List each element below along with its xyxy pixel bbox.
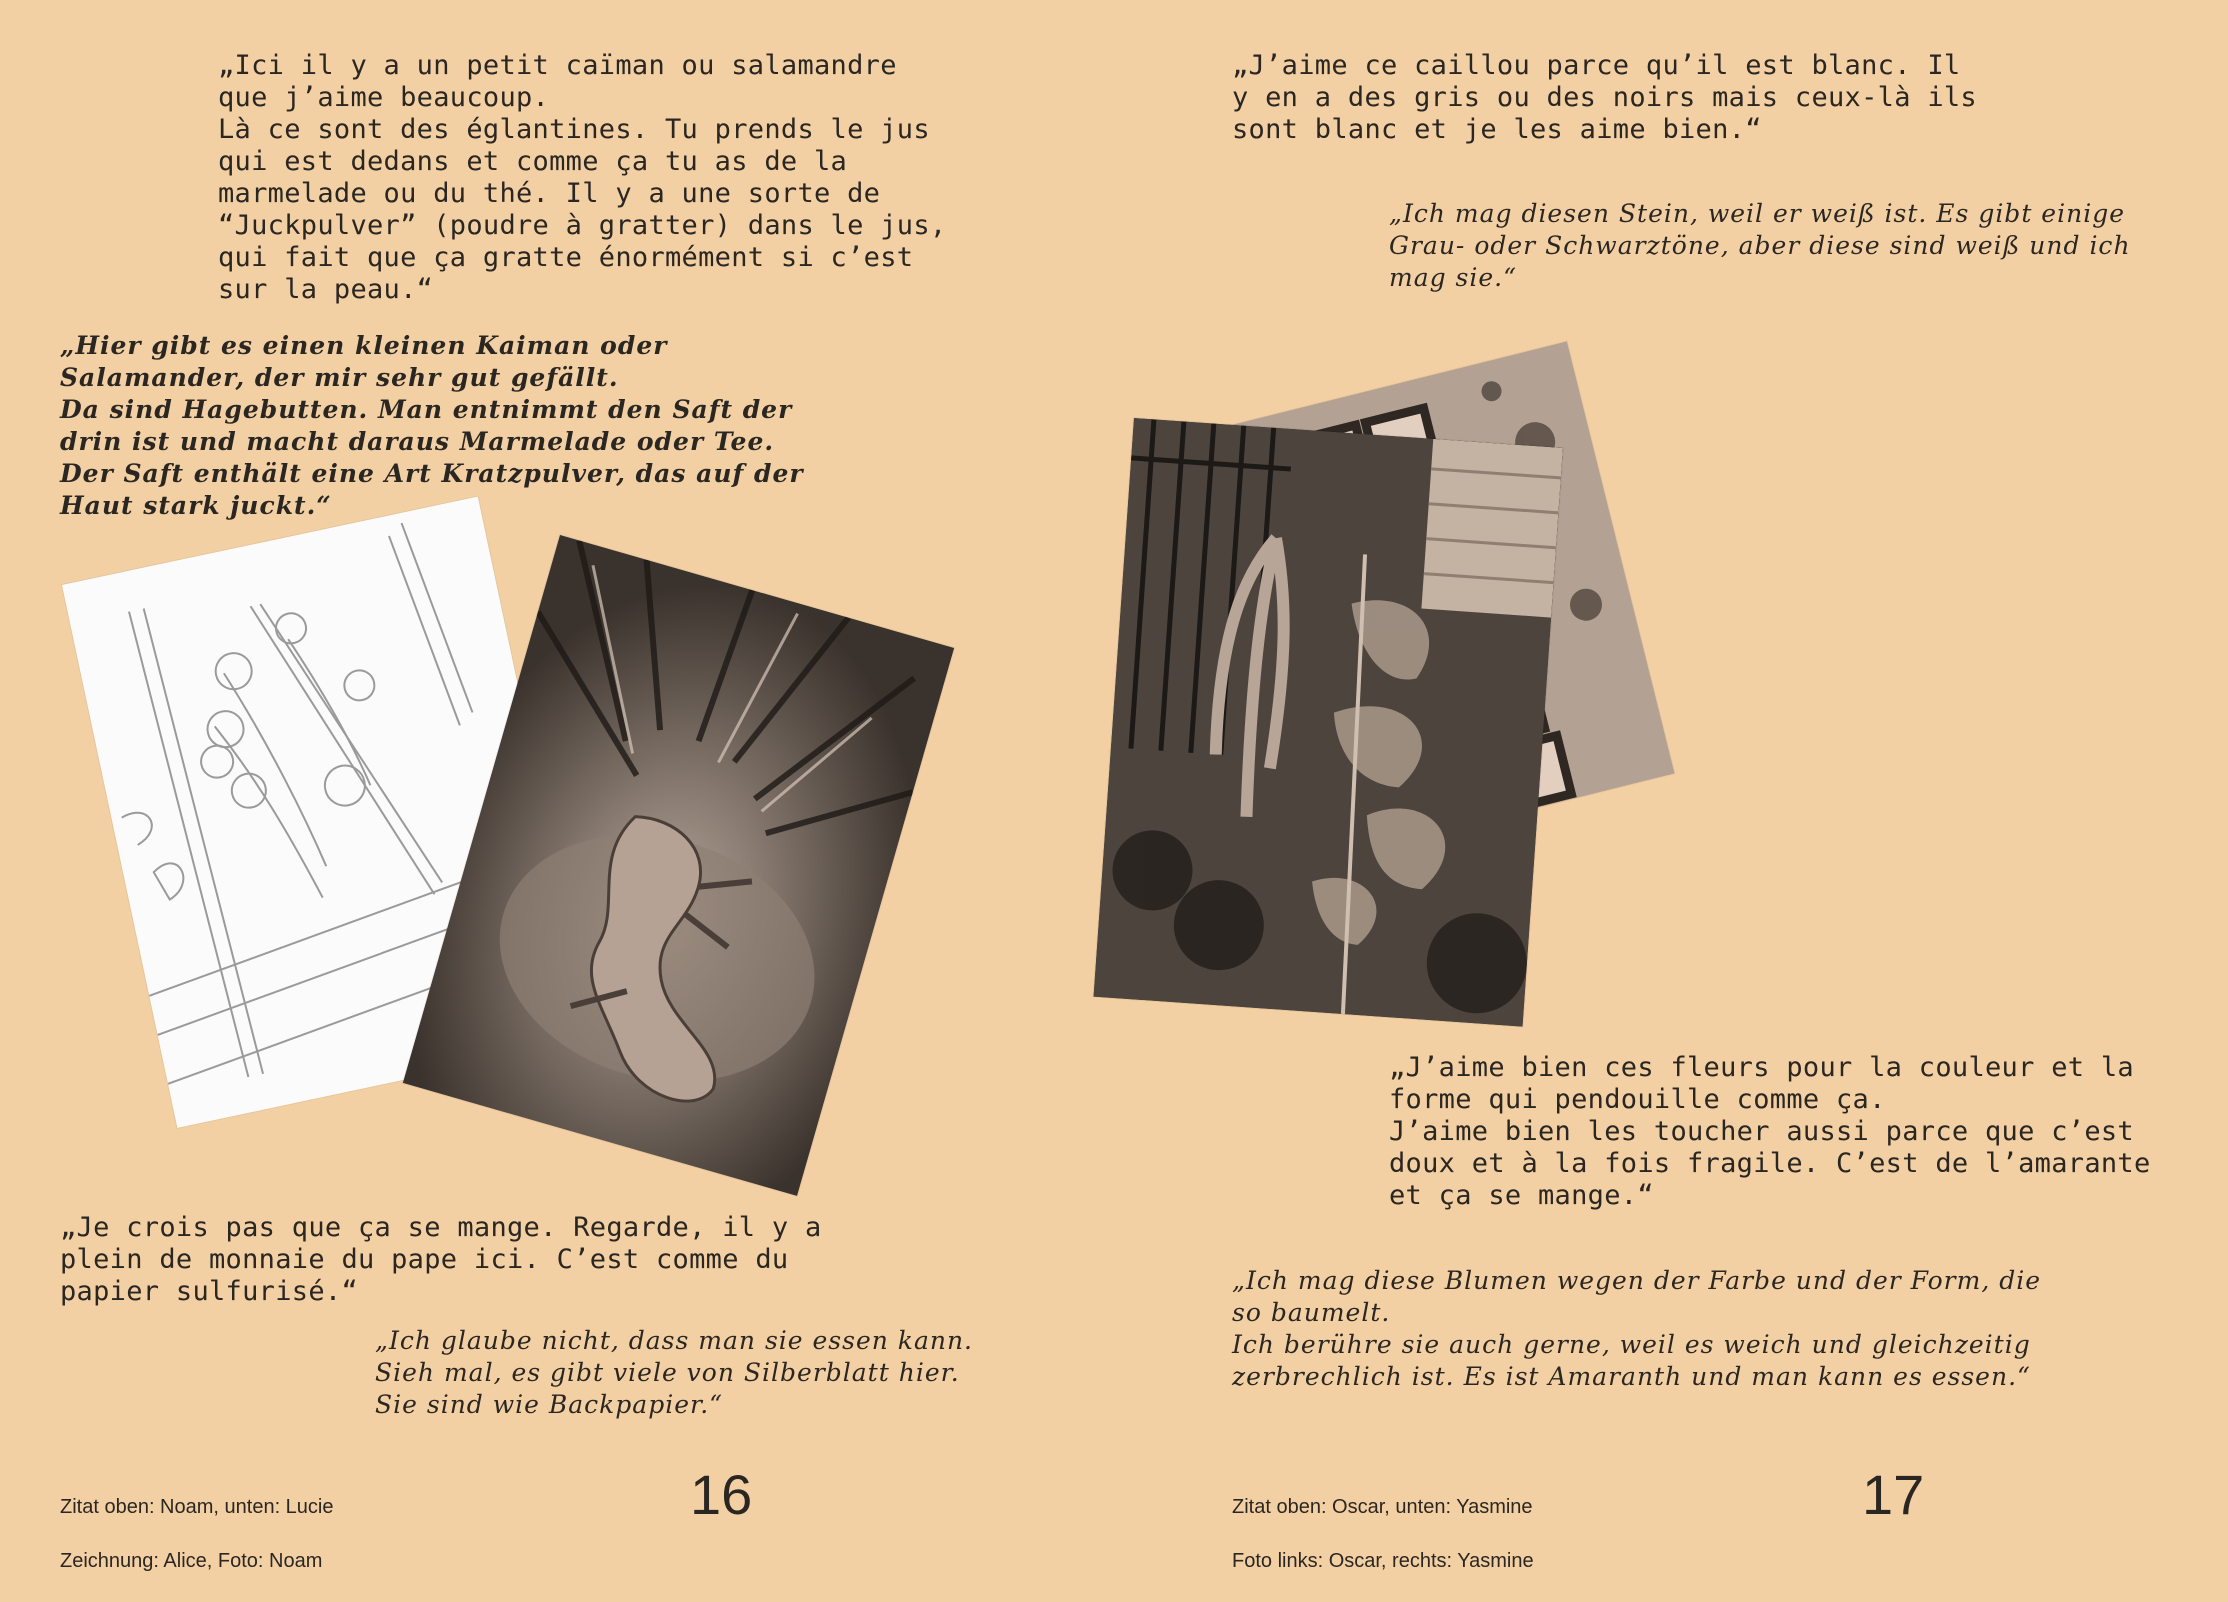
amaranth-fence-photo-icon (1094, 418, 1563, 1027)
page-number-left: 16 (690, 1463, 753, 1526)
right-credit-line-1: Zitat oben: Oscar, unten: Yasmine (1232, 1496, 1533, 1518)
left-page (0, 0, 1114, 1574)
page-number-right: 17 (1862, 1463, 1925, 1526)
right-quote-french: „J’aime ce caillou parce qu’il est blanc. Il y en a des gris ou des noirs mais ceux-là ils sont blanc et je les aime bien.“ (1232, 50, 1977, 145)
right-credits (1232, 1467, 1534, 1602)
right-page (1114, 0, 2228, 1574)
right-credit-line-2: Foto links: Oscar, rechts: Yasmine (1232, 1550, 1534, 1572)
right-quote2-french: „J’aime bien ces fleurs pour la couleur et la forme qui pendouille comme ça. J’aime bien les toucher aussi parce que c’est doux et à la fois fragile. C’est de l’amarante et ça se mange.“ (1389, 1052, 2151, 1211)
left-quote2-french: „Je crois pas que ça se mange. Regarde, il y a plein de monnaie du pape ici. C’est comme du papier sulfurisé.“ (60, 1212, 822, 1307)
left-quote2-german: „Ich glaube nicht, dass man sie essen kann. Sieh mal, es gibt viele von Silberblatt hier. Sie sind wie Backpapier.“ (375, 1326, 974, 1419)
left-quote-french: „Ici il y a un petit caïman ou salamandre que j’aime beaucoup. Là ce sont des églantines. Tu prends le jus qui est dedans et comme ça tu as de la marmelade ou du thé. Il y a une sorte de “Juckpulver” (poudre à gratter) dans le jus, qui fait que ça gratte énormément si c’est sur la peau.“ (218, 50, 947, 305)
amaranth-fence-photo-image (1094, 418, 1563, 1027)
right-quote2-german: „Ich mag diese Blumen wegen der Farbe und der Form, die so baumelt. Ich berühre sie auch gerne, weil es weich und gleichzeitig zerbrechlich ist. Es ist Amaranth und man kann es essen.“ (1232, 1266, 2042, 1391)
left-credit-line-1: Zitat oben: Noam, unten: Lucie (60, 1496, 334, 1518)
left-credit-line-2: Zeichnung: Alice, Foto: Noam (60, 1550, 323, 1572)
left-credits (60, 1467, 334, 1602)
left-quote-german: „Hier gibt es einen kleinen Kaiman oder Salamander, der mir sehr gut gefällt. Da sind Hagebutten. Man entnimmt den Saft der drin ist und macht daraus Marmelade oder Tee. Der Saft enthält eine Art Kratzpulver, das auf der Haut stark juckt.“ (60, 331, 804, 520)
right-quote-german: „Ich mag diesen Stein, weil er weiß ist. Es gibt einige Grau- oder Schwarztöne, aber diese sind weiß und ich mag sie.“ (1389, 199, 2131, 292)
